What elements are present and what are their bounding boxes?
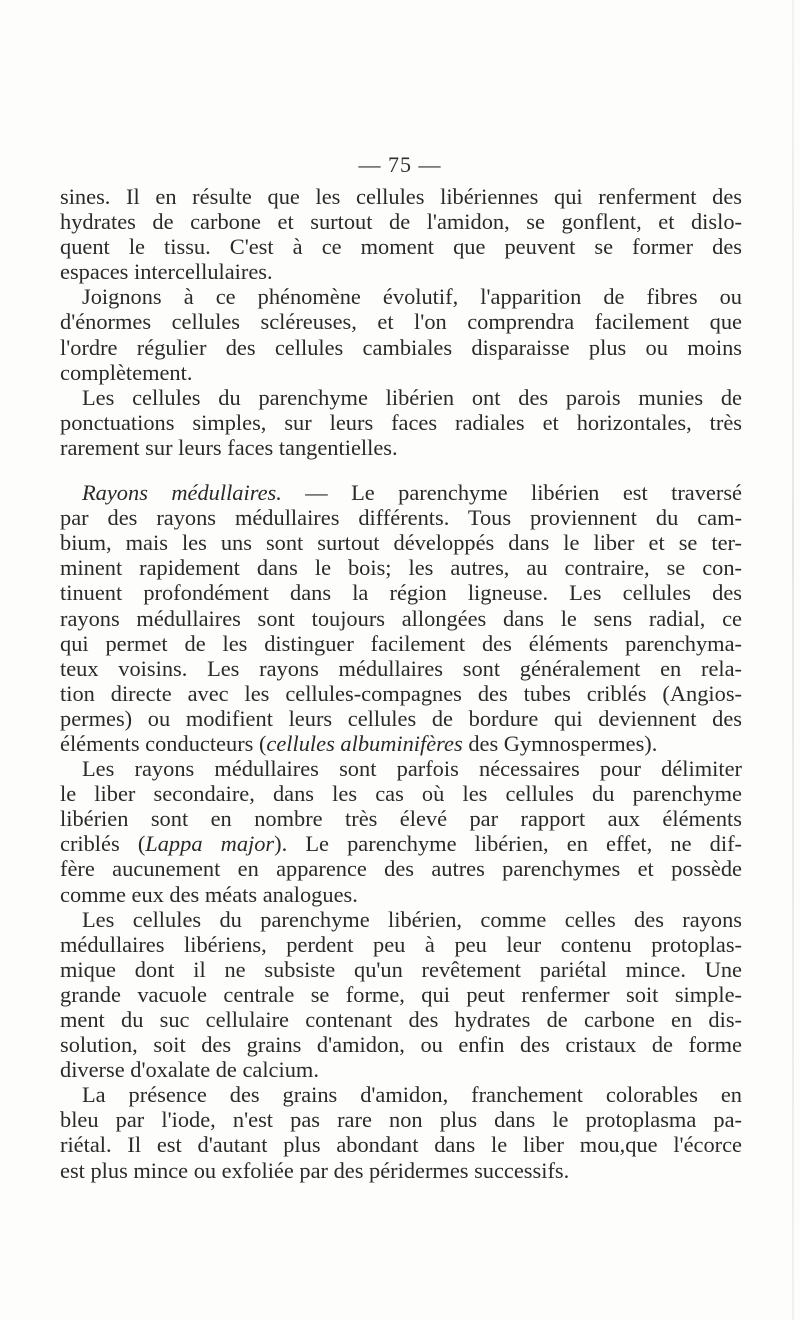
- paragraph: [60, 184, 742, 284]
- text-line: ment du suc cellulaire contenant des hydrates de carbone en dis-: [60, 1007, 742, 1032]
- text-line: [60, 480, 742, 505]
- paragraph: [60, 480, 742, 756]
- text-line: rayons médullaires sont toujours allongées dans le sens radial, ce: [60, 605, 742, 631]
- text-line: comme eux des méats analogues.: [60, 881, 358, 907]
- body-text: [60, 184, 742, 1183]
- paragraph: [60, 385, 742, 460]
- text-line: solution, soit des grains d'amidon, ou enfin des cristaux de forme: [60, 1032, 742, 1058]
- paragraph: [60, 1082, 742, 1182]
- text-line: bleu par l'iode, n'est pas rare non plus dans le protoplasma pa-: [60, 1107, 742, 1133]
- text-run: ). Le parenchyme libérien, en effet, ne dif-: [274, 831, 742, 857]
- text-line: Les cellules du parenchyme libérien, comme celles des rayons: [82, 906, 742, 932]
- italic-term: cellules albuminifères: [266, 730, 463, 756]
- text-line: [60, 831, 742, 856]
- text-run: — Le parenchyme libérien est traversé: [281, 480, 742, 506]
- text-line: complètement.: [60, 359, 193, 385]
- text-line: médullaires libériens, perdent peu à peu leur contenu protoplas-: [60, 931, 742, 957]
- text-line: Les cellules du parenchyme libérien ont des parois munies de: [82, 384, 742, 410]
- paragraph: [60, 284, 742, 384]
- text-line: rarement sur leurs faces tangentielles.: [60, 434, 398, 460]
- text-line: est plus mince ou exfoliée par des péridermes successifs.: [60, 1157, 570, 1183]
- text-line: La présence des grains d'amidon, franchement colorables en: [82, 1082, 742, 1108]
- text-line: permes) ou modifient leurs cellules de bordure qui deviennent des: [60, 705, 742, 731]
- text-line: fère aucunement en apparence des autres parenchymes et possède: [60, 856, 742, 882]
- italic-term: Lappa major: [145, 831, 275, 857]
- text-line: Joignons à ce phénomène évolutif, l'apparition de fibres ou: [82, 284, 742, 310]
- text-line: tion directe avec les cellules-compagnes des tubes criblés (Angios-: [60, 680, 742, 706]
- text-line: par des rayons médullaires différents. Tous proviennent du cam-: [60, 505, 742, 531]
- text-line: riétal. Il est d'autant plus abondant dans le liber mou,que l'écorce: [60, 1132, 742, 1158]
- section-heading: Rayons médullaires.: [82, 480, 282, 506]
- text-line: l'ordre régulier des cellules cambiales disparaisse plus ou moins: [60, 334, 742, 360]
- text-line: libérien sont en nombre très élevé par rapport aux éléments: [60, 806, 742, 832]
- text-line: ponctuations simples, sur leurs faces radiales et horizontales, très: [60, 409, 742, 435]
- text-line: [60, 731, 742, 756]
- text-run: des Gymnospermes).: [462, 730, 658, 756]
- page-edge-shadow: [792, 0, 794, 1320]
- text-line: hydrates de carbone et surtout de l'amidon, se gonflent, et dislo-: [60, 209, 742, 235]
- text-line: grande vacuole centrale se forme, qui peut renfermer soit simple-: [60, 981, 742, 1007]
- paragraph: [60, 907, 742, 1083]
- text-line: sines. Il en résulte que les cellules libériennes qui renferment des: [60, 184, 742, 209]
- text-line: teux voisins. Les rayons médullaires sont généralement en rela-: [60, 655, 742, 681]
- text-line: qui permet de les distinguer facilement des éléments parenchyma-: [60, 630, 742, 656]
- text-line: mique dont il ne subsiste qu'un revêtement pariétal mince. Une: [60, 956, 742, 982]
- text-line: Les rayons médullaires sont parfois nécessaires pour délimiter: [82, 756, 742, 782]
- page-number: — 75 —: [358, 152, 442, 177]
- section-gap: [60, 460, 742, 480]
- text-line: minent rapidement dans le bois; les autres, au contraire, se con-: [60, 555, 742, 581]
- text-line: quent le tissu. C'est à ce moment que peuvent se former des: [60, 234, 742, 260]
- text-line: tinuent profondément dans la région ligneuse. Les cellules des: [60, 580, 742, 606]
- text-line: espaces intercellulaires.: [60, 259, 273, 285]
- paragraph: [60, 756, 742, 907]
- text-run: éléments conducteurs (: [60, 730, 267, 756]
- text-line: d'énormes cellules scléreuses, et l'on comprendra facilement que: [60, 309, 742, 335]
- text-line: le liber secondaire, dans les cas où les cellules du parenchyme: [60, 781, 742, 807]
- text-run: criblés (: [60, 831, 146, 857]
- text-line: bium, mais les uns sont surtout développés dans le liber et se ter-: [60, 530, 742, 556]
- text-line: diverse d'oxalate de calcium.: [60, 1057, 319, 1083]
